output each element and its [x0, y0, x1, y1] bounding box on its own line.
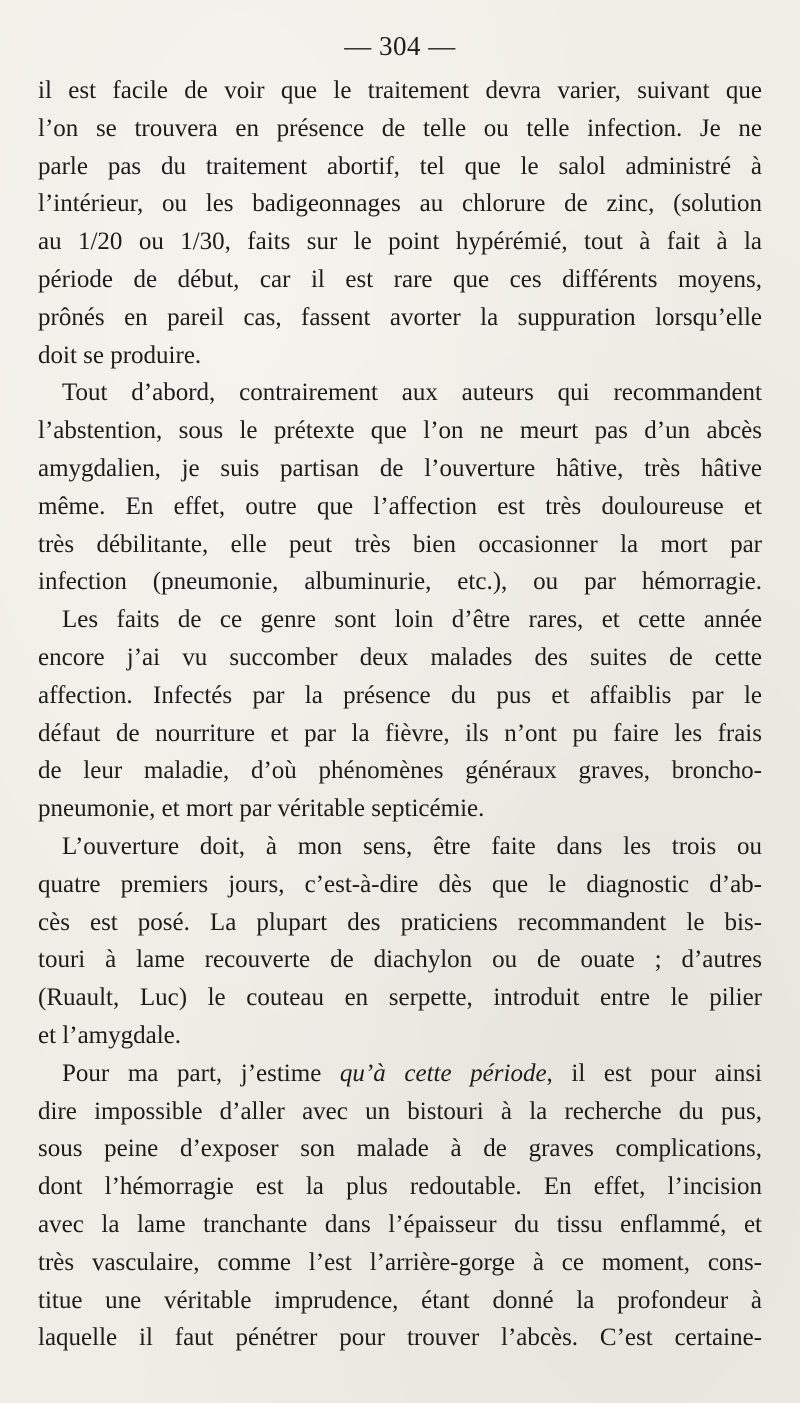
text-line: dont l’hémorragie est la plus redoutable. En effet, l’incision: [38, 1173, 762, 1201]
text-line: amygdalien, je suis partisan de l’ouverture hâtive, très hâtive: [38, 454, 762, 482]
text-line: (Ruault, Luc) le couteau en serpette, introduit entre le pilier: [38, 984, 762, 1012]
italic-emphasis: qu’à cette période: [339, 1059, 547, 1087]
text-line: Tout d’abord, contrairement aux auteurs qui recommandent: [62, 379, 762, 407]
text-run: Pour ma part, j’estime: [62, 1059, 340, 1087]
text-line: infection (pneumonie, albuminurie, etc.), ou par hémorragie.: [38, 568, 762, 596]
text-line: l’intérieur, ou les badigeonnages au chlorure de zinc, (solution: [38, 190, 762, 218]
text-line: parle pas du traitement abortif, tel que le salol administré à: [38, 152, 762, 180]
text-line: titue une véritable imprudence, étant donné la profondeur à: [38, 1286, 762, 1314]
text-line: quatre premiers jours, c’est-à-dire dès que le diagnostic d’ab-: [38, 870, 762, 898]
text-line: dire impossible d’aller avec un bistouri à la recherche du pus,: [38, 1097, 762, 1125]
text-line: doit se produire.: [38, 341, 202, 369]
text-line: de leur maladie, d’où phénomènes généraux graves, broncho-: [38, 757, 762, 785]
text-line: l’on se trouvera en présence de telle ou telle infection. Je ne: [38, 114, 762, 142]
text-line: au 1/20 ou 1/30, faits sur le point hypérémié, tout à fait à la: [38, 228, 762, 256]
text-line: prônés en pareil cas, fassent avorter la suppuration lorsqu’elle: [38, 303, 762, 331]
text-line: défaut de nourriture et par la fièvre, ils n’ont pu faire les frais: [38, 719, 762, 747]
page-number: — 304 —: [344, 31, 456, 61]
text-line: laquelle il faut pénétrer pour trouver l’abcès. C’est certaine-: [38, 1324, 762, 1352]
paragraph-5: [38, 1055, 762, 1357]
text-line: affection. Infectés par la présence du pus et affaiblis par le: [38, 681, 762, 709]
paragraph-4: [38, 828, 762, 1055]
text-line: période de début, car il est rare que ces différents moyens,: [38, 265, 762, 293]
text-line: sous peine d’exposer son malade à de graves complications,: [38, 1135, 762, 1163]
paragraph-1: [38, 72, 762, 374]
paragraph-3: [38, 601, 762, 828]
text-line: touri à lame recouverte de diachylon ou de ouate ; d’autres: [38, 946, 762, 974]
text-line: Les faits de ce genre sont loin d’être rares, et cette année: [62, 606, 762, 634]
text-line: même. En effet, outre que l’affection est très douloureuse et: [38, 492, 762, 520]
text-line: cès est posé. La plupart des praticiens recommandent le bis-: [38, 908, 762, 936]
text-line: l’abstention, sous le prétexte que l’on ne meurt pas d’un abcès: [38, 417, 762, 445]
text-line: avec la lame tranchante dans l’épaisseur du tissu enflammé, et: [38, 1210, 762, 1238]
text-line: très débilitante, elle peut très bien occasionner la mort par: [38, 530, 762, 558]
text-line: pneumonie, et mort par véritable septicémie.: [38, 795, 485, 823]
text-line: et l’amygdale.: [38, 1021, 181, 1049]
text-line: très vasculaire, comme l’est l’arrière-gorge à ce moment, cons-: [38, 1248, 762, 1276]
text-line: encore j’ai vu succomber deux malades des suites de cette: [38, 643, 762, 671]
text-line-with-italic: [38, 1055, 762, 1093]
text-line: L’ouverture doit, à mon sens, être faite dans les trois ou: [62, 832, 762, 860]
text-run: , il est pour ainsi: [546, 1059, 762, 1087]
paragraph-2: [38, 374, 762, 601]
text-line: il est facile de voir que le traitement devra varier, suivant que: [38, 77, 762, 104]
